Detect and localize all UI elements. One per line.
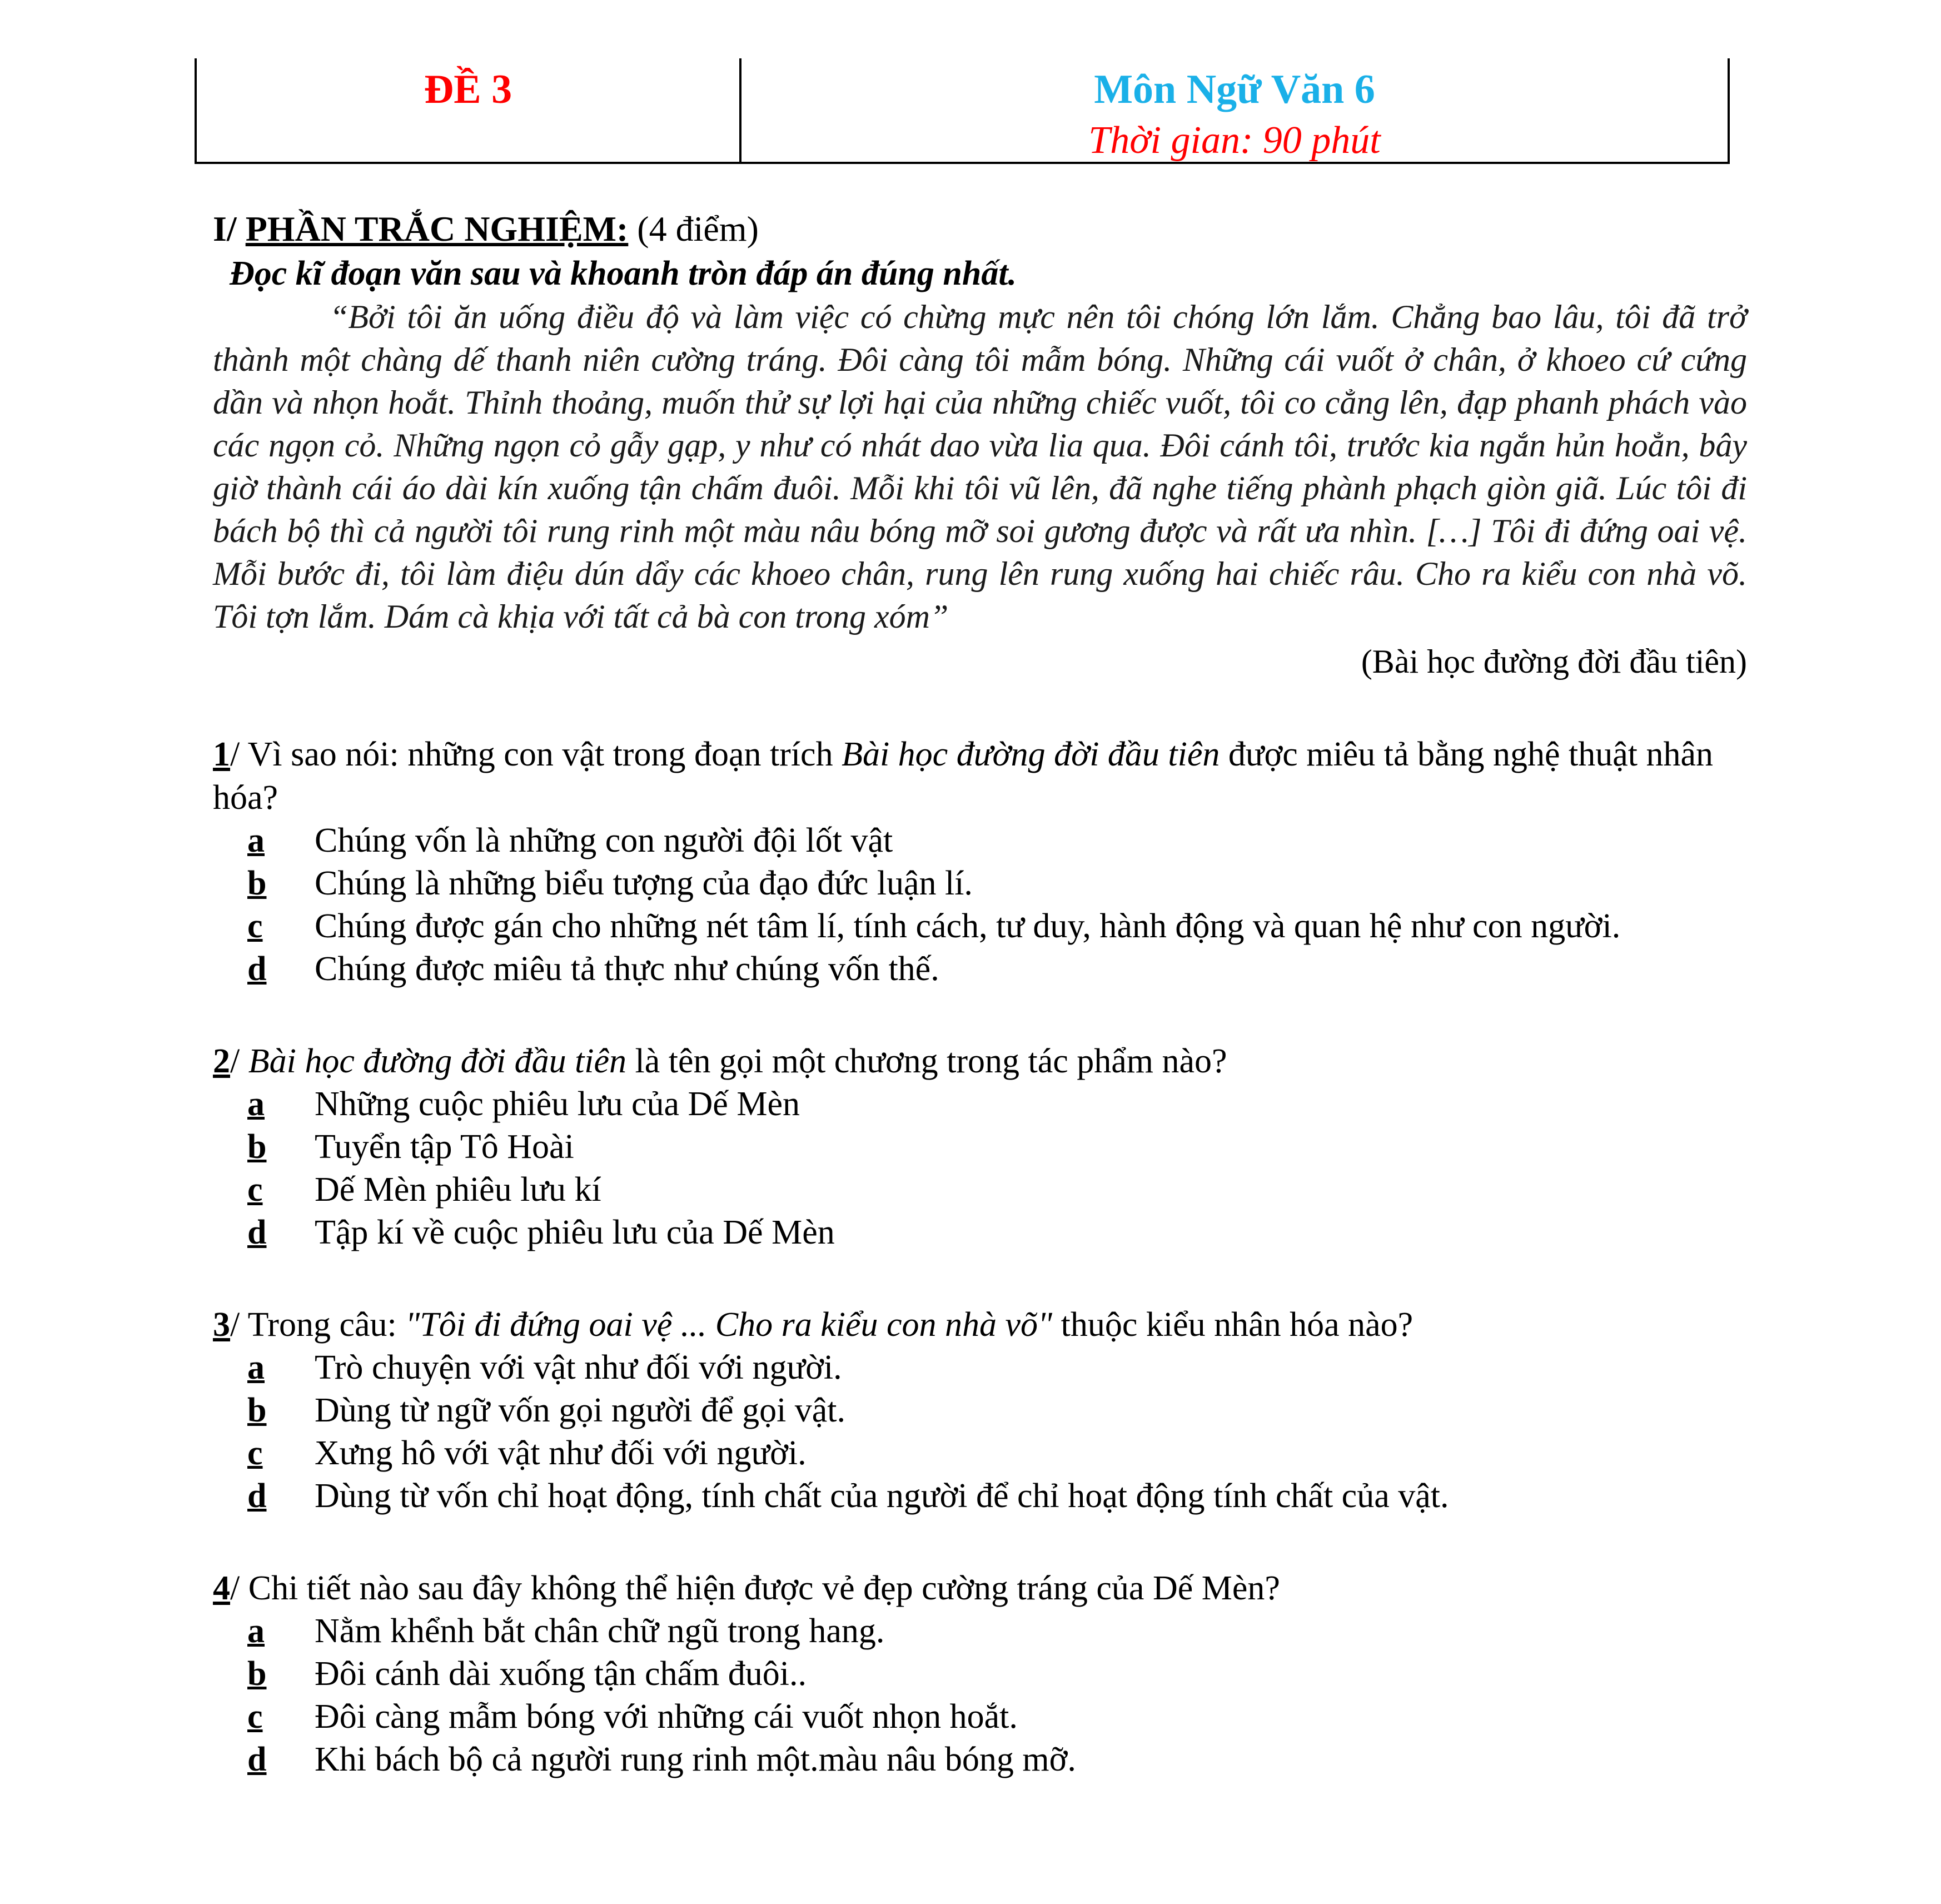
reading-passage: “Bởi tôi ăn uống điều độ và làm việc có chừng mực nên tôi chóng lớn lắm. Chẳng bao lâu, tôi đã trở thành một chàng dế thanh niên cường tráng. Đôi càng tôi mẫm bóng. Những cái vuốt ở chân, ở khoeo cứ cứng dần và nhọn hoắt. Thỉnh thoảng, muốn thử sự lợi hại của những chiếc vuốt, tôi co cẳng lên, đạp phanh phách vào các ngọn cỏ. Những ngọn cỏ gẫy gạp, y như có nhát dao vừa lia qua. Đôi cánh tôi, trước kia ngắn hủn hoẳn, bây giờ thành cái áo dài kín xuống tận chấm đuôi. Mỗi khi tôi vũ lên, đã nghe tiếng phành phạch giòn giã. Lúc tôi đi bách bộ thì cả người tôi rung rinh một màu nâu bóng mỡ soi gương được và rất ưa nhìn. […] Tôi đi đứng oai vệ. Mỗi bước đi, tôi làm điệu dún dẩy các khoeo chân, rung lên rung xuống hai chiếc râu. Cho ra kiểu con nhà võ. Tôi tợn lắm. Dám cà khịa với tất cả bà con trong xóm” xyxy=(213,299,1747,635)
option-letter: d xyxy=(247,1214,267,1251)
option-text: Chúng vốn là những con người đội lốt vật xyxy=(315,822,893,859)
question-prompt: / Vì sao nói: những con vật trong đoạn trích xyxy=(230,735,842,773)
question-quote: "Tôi đi đứng oai vệ ... Cho ra kiểu con nhà võ" xyxy=(405,1306,1053,1344)
answer-option-b[interactable] xyxy=(213,862,1747,905)
option-letter: d xyxy=(247,1741,267,1778)
option-text: Nằm khểnh bắt chân chữ ngũ trong hang. xyxy=(315,1612,885,1650)
exam-code: ĐỀ 3 xyxy=(424,67,512,112)
answer-option-b[interactable] xyxy=(213,1126,1747,1169)
question-quote: Bài học đường đời đầu tiên xyxy=(842,735,1220,773)
question-prompt-end: được miêu tả bằng nghệ thuật nhân hóa? xyxy=(213,735,1714,817)
question-prompt-end: là tên gọi một chương trong tác phẩm nào? xyxy=(626,1042,1227,1080)
option-letter: b xyxy=(247,1128,267,1166)
option-letter: c xyxy=(247,1171,263,1209)
question-text xyxy=(213,1303,1747,1346)
answer-option-d[interactable] xyxy=(213,1475,1747,1518)
question-prompt: / Chi tiết nào sau đây không thể hiện được vẻ đẹp cường tráng của Dế Mèn? xyxy=(230,1569,1280,1607)
answer-option-d[interactable] xyxy=(213,1738,1747,1781)
question-1 xyxy=(213,733,1747,991)
option-letter: b xyxy=(247,1391,267,1429)
option-letter: b xyxy=(247,1655,267,1693)
option-letter: c xyxy=(247,907,263,945)
option-letter: a xyxy=(247,1612,265,1650)
question-prompt: / Trong câu: xyxy=(230,1306,406,1344)
answer-option-a[interactable] xyxy=(213,819,1747,862)
option-text: Dùng từ ngữ vốn gọi người để gọi vật. xyxy=(315,1391,846,1429)
option-text: Khi bách bộ cả người rung rinh một.màu nâu bóng mỡ. xyxy=(315,1741,1076,1778)
question-number: 4 xyxy=(213,1569,230,1607)
question-prompt: / xyxy=(230,1042,248,1080)
exam-header-right-cell xyxy=(741,58,1728,162)
option-letter: d xyxy=(247,1477,267,1515)
option-text: Chúng là những biểu tượng của đạo đức luận lí. xyxy=(315,864,973,902)
option-letter: a xyxy=(247,1085,265,1123)
question-text xyxy=(213,1040,1747,1083)
exam-duration: Thời gian: 90 phút xyxy=(1088,119,1381,162)
option-text: Tập kí về cuộc phiêu lưu của Dế Mèn xyxy=(315,1214,835,1251)
answer-option-c[interactable] xyxy=(213,905,1747,948)
option-letter: a xyxy=(247,822,265,859)
question-2 xyxy=(213,1040,1747,1254)
question-4 xyxy=(213,1567,1747,1781)
question-text xyxy=(213,1567,1747,1610)
option-letter: c xyxy=(247,1698,263,1736)
answer-option-c[interactable] xyxy=(213,1169,1747,1211)
answer-option-c[interactable] xyxy=(213,1432,1747,1475)
option-letter: d xyxy=(247,950,267,988)
answer-option-d[interactable] xyxy=(213,948,1747,991)
option-text: Đôi càng mẫm bóng với những cái vuốt nhọn hoắt. xyxy=(315,1698,1018,1736)
question-prompt-end: thuộc kiểu nhân hóa nào? xyxy=(1052,1306,1414,1344)
exam-header-table xyxy=(195,58,1730,164)
section-title: PHẦN TRẮC NGHIỆM: xyxy=(245,209,629,248)
option-text: Chúng được miêu tả thực như chúng vốn thế. xyxy=(315,950,939,988)
answer-option-d[interactable] xyxy=(213,1211,1747,1254)
subject-title: Môn Ngữ Văn 6 xyxy=(1094,67,1375,112)
exam-header-left-cell xyxy=(197,58,741,162)
section-label: I/ xyxy=(213,209,246,248)
question-number: 3 xyxy=(213,1306,230,1344)
question-3 xyxy=(213,1303,1747,1518)
option-text: Đôi cánh dài xuống tận chấm đuôi.. xyxy=(315,1655,807,1693)
option-letter: c xyxy=(247,1434,263,1472)
answer-option-b[interactable] xyxy=(213,1389,1747,1432)
section-points: (4 điểm) xyxy=(628,209,759,248)
option-text: Dùng từ vốn chỉ hoạt động, tính chất của người để chỉ hoạt động tính chất của vật. xyxy=(315,1477,1449,1515)
answer-option-a[interactable] xyxy=(213,1610,1747,1653)
answer-option-a[interactable] xyxy=(213,1346,1747,1389)
exam-content xyxy=(213,207,1747,1781)
option-text: Tuyển tập Tô Hoài xyxy=(315,1128,574,1166)
option-text: Chúng được gán cho những nét tâm lí, tính cách, tư duy, hành động và quan hệ như con người. xyxy=(315,907,1621,945)
section-instruction: Đọc kĩ đoạn văn sau và khoanh tròn đáp án đúng nhất. xyxy=(230,255,1017,292)
question-number: 2 xyxy=(213,1042,230,1080)
answer-option-c[interactable] xyxy=(213,1696,1747,1738)
option-text: Trò chuyện với vật như đối với người. xyxy=(315,1349,842,1386)
option-text: Dế Mèn phiêu lưu kí xyxy=(315,1171,601,1209)
option-letter: b xyxy=(247,864,267,902)
question-number: 1 xyxy=(213,735,230,773)
answer-option-b[interactable] xyxy=(213,1653,1747,1696)
question-text xyxy=(213,733,1747,819)
section-heading xyxy=(213,207,1747,251)
option-letter: a xyxy=(247,1349,265,1386)
answer-option-a[interactable] xyxy=(213,1083,1747,1126)
option-text: Những cuộc phiêu lưu của Dế Mèn xyxy=(315,1085,800,1123)
option-text: Xưng hô với vật như đối với người. xyxy=(315,1434,807,1472)
passage-source: (Bài học đường đời đầu tiên) xyxy=(1361,643,1747,680)
question-quote: Bài học đường đời đầu tiên xyxy=(248,1042,627,1080)
